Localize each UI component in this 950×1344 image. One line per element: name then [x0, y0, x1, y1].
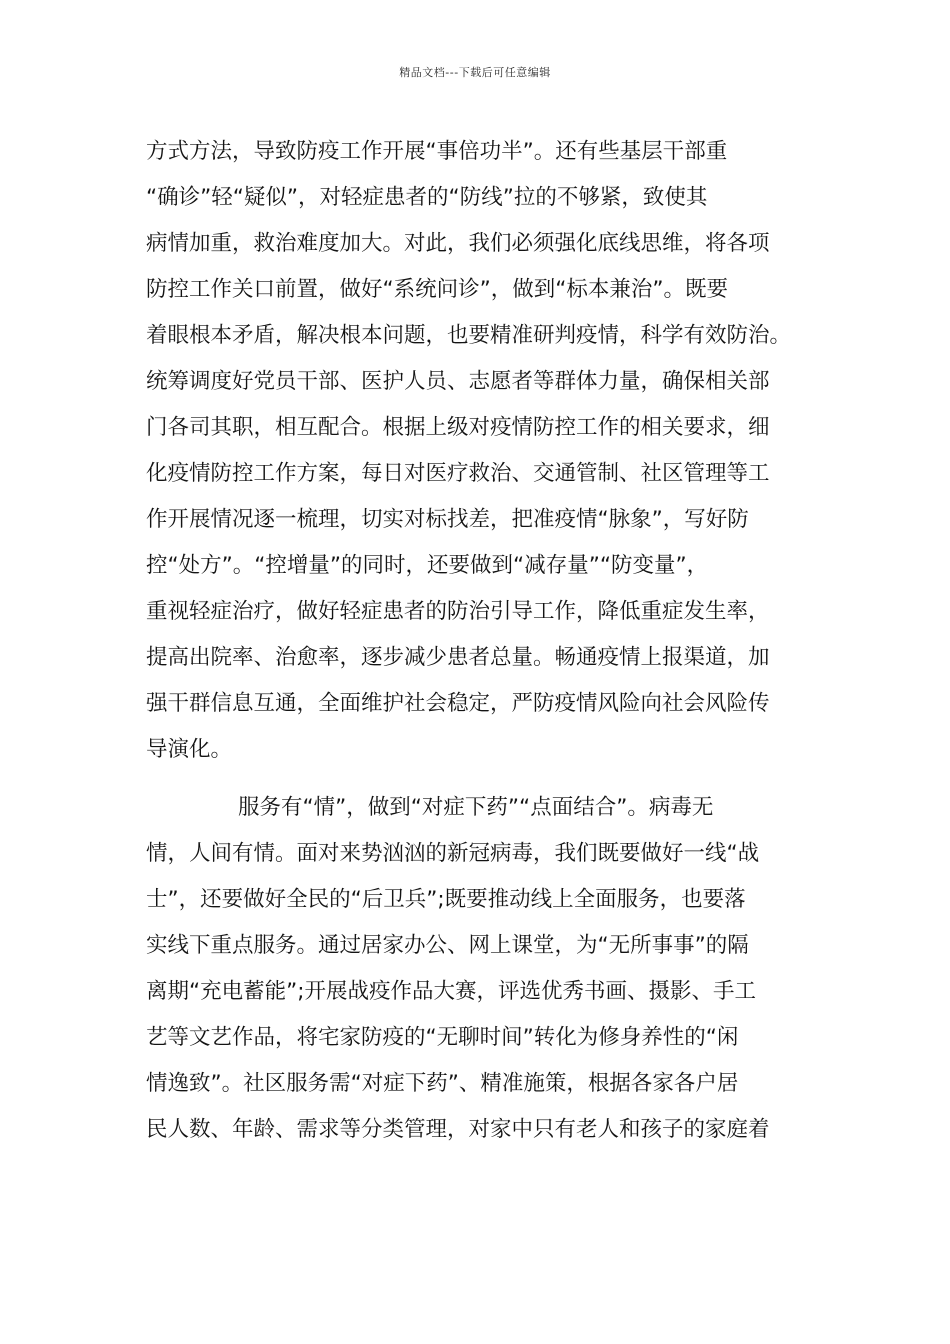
- text-line: 实线下重点服务。通过居家办公、网上课堂，为“无所事事”的隔: [146, 933, 749, 958]
- text-line: 着眼根本矛盾，解决根本问题，也要精准研判疫情，科学有效防治。: [146, 323, 792, 348]
- text-line: 艺等文艺作品，将宅家防疫的“无聊时间”转化为修身养性的“闲: [146, 1025, 739, 1050]
- text-line: 强干群信息互通，全面维护社会稳定，严防疫情风险向社会风险传: [146, 691, 770, 716]
- text-line: 情逸致”。社区服务需“对症下药”、精准施策，根据各家各户居: [146, 1071, 739, 1096]
- text-line: 统筹调度好党员干部、医护人员、志愿者等群体力量，确保相关部: [146, 369, 770, 394]
- text-line: 士”，还要做好全民的“后卫兵”;既要推动线上全面服务，也要落: [146, 887, 746, 912]
- text-line: 导演化。: [146, 737, 233, 762]
- text-line: 病情加重，救治难度加大。对此，我们必须强化底线思维，将各项: [146, 231, 770, 256]
- text-line: 离期“充电蓄能”;开展战疫作品大赛，评选优秀书画、摄影、手工: [146, 979, 757, 1004]
- text-line: 门各司其职，相互配合。根据上级对疫情防控工作的相关要求，细: [146, 415, 770, 440]
- text-line-indented: 服务有“情”，做到“对症下药”“点面结合”。病毒无: [238, 795, 714, 820]
- text-line: 方式方法，导致防疫工作开展“事倍功半”。还有些基层干部重: [146, 139, 728, 164]
- page-header: 精品文档---下载后可任意编辑: [399, 66, 551, 79]
- text-line: “确诊”轻“疑似”，对轻症患者的“防线”拉的不够紧，致使其: [146, 185, 708, 210]
- text-line: 重视轻症治疗，做好轻症患者的防治引导工作，降低重症发生率，: [146, 599, 770, 624]
- text-line: 化疫情防控工作方案，每日对医疗救治、交通管制、社区管理等工: [146, 461, 770, 486]
- text-line: 防控工作关口前置，做好“系统问诊”，做到“标本兼治”。既要: [146, 277, 729, 302]
- text-line: 民人数、年龄、需求等分类管理，对家中只有老人和孩子的家庭着: [146, 1117, 770, 1142]
- text-line: 控“处方”。“控增量”的同时，还要做到“减存量”“防变量”，: [146, 553, 709, 578]
- text-line: 作开展情况逐一梳理，切实对标找差，把准疫情“脉象”，写好防: [146, 507, 749, 532]
- text-line: 提高出院率、治愈率，逐步减少患者总量。畅通疫情上报渠道，加: [146, 645, 770, 670]
- text-line: 情，人间有情。面对来势汹汹的新冠病毒，我们既要做好一线“战: [146, 841, 760, 866]
